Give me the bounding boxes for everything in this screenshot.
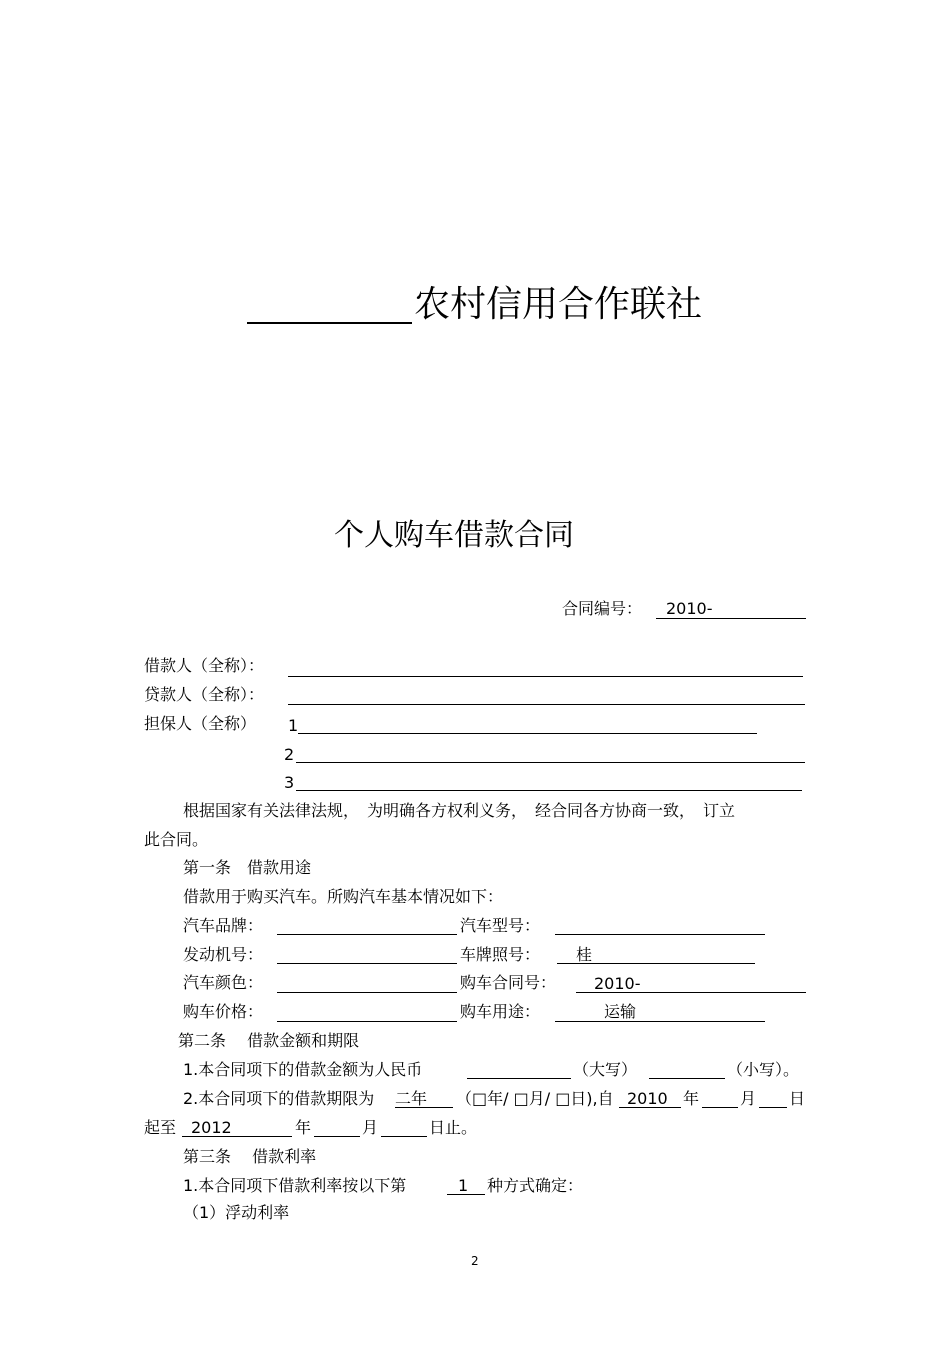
end-year-value: 2012 xyxy=(191,1118,232,1137)
amount-upper-label: （大写） xyxy=(573,1060,638,1079)
plate-no-label: 车牌照号： xyxy=(460,945,541,964)
start-day-unit: 日 xyxy=(789,1089,806,1108)
start-day-field[interactable] xyxy=(759,1107,787,1108)
floating-rate-label: （1）浮动利率 xyxy=(183,1203,290,1222)
term-prefix: 2.本合同项下的借款期限为 xyxy=(183,1089,375,1108)
term-units: （□年/ □月/ □日),自 xyxy=(456,1089,614,1108)
guarantor-1-field[interactable] xyxy=(298,733,757,734)
end-day-field[interactable] xyxy=(381,1136,427,1137)
end-suffix: 日止。 xyxy=(429,1118,478,1137)
amount-prefix: 1.本合同项下的借款金额为人民币 xyxy=(183,1060,423,1079)
guarantor-2-field[interactable] xyxy=(296,762,805,763)
lender-field[interactable] xyxy=(288,704,805,705)
lender-label: 贷款人（全称）： xyxy=(144,685,265,704)
car-price-label: 购车价格： xyxy=(183,1002,264,1021)
car-usage-value: 运输 xyxy=(604,1002,637,1021)
intro-line-1: 根据国家有关法律法规， 为明确各方权利义务， 经合同各方协商一致， 订立 xyxy=(183,801,736,820)
page-number: 2 xyxy=(471,1254,479,1268)
guarantor-1-num: 1 xyxy=(288,716,299,735)
start-month-unit: 月 xyxy=(740,1089,757,1108)
contract-no-label: 合同编号： xyxy=(562,599,643,618)
borrower-field[interactable] xyxy=(288,676,803,677)
end-year-unit: 年 xyxy=(295,1118,312,1137)
article-1-desc: 借款用于购买汽车。所购汽车基本情况如下： xyxy=(183,887,504,906)
car-brand-label: 汽车品牌： xyxy=(183,916,264,935)
guarantor-label: 担保人（全称） xyxy=(144,714,257,733)
guarantor-3-num: 3 xyxy=(284,773,295,792)
car-model-field[interactable] xyxy=(555,934,765,935)
amount-lower-field[interactable] xyxy=(649,1078,725,1079)
car-price-field[interactable] xyxy=(277,1021,457,1022)
guarantor-2-num: 2 xyxy=(284,745,295,764)
rate-suffix: 种方式确定： xyxy=(487,1176,584,1195)
term-value: 二年 xyxy=(395,1089,428,1108)
contract-no-value: 2010- xyxy=(666,599,713,618)
car-usage-label: 购车用途： xyxy=(460,1002,541,1021)
purchase-contract-label: 购车合同号： xyxy=(460,973,557,992)
org-suffix: 农村信用合作联社 xyxy=(414,284,703,325)
article-3-title: 第三条 借款利率 xyxy=(183,1147,317,1166)
engine-no-label: 发动机号： xyxy=(183,945,264,964)
car-color-field[interactable] xyxy=(277,992,457,993)
car-brand-field[interactable] xyxy=(277,934,457,935)
purchase-contract-value: 2010- xyxy=(594,974,641,993)
start-year-value: 2010 xyxy=(627,1089,668,1108)
start-month-field[interactable] xyxy=(702,1107,738,1108)
until-label: 起至 xyxy=(144,1118,177,1137)
article-1-title: 第一条 借款用途 xyxy=(183,858,312,877)
end-month-field[interactable] xyxy=(314,1136,360,1137)
article-2-title: 第二条 借款金额和期限 xyxy=(178,1031,360,1050)
guarantor-3-field[interactable] xyxy=(296,790,802,791)
contract-title: 个人购车借款合同 xyxy=(334,518,574,553)
amount-upper-field[interactable] xyxy=(467,1078,571,1079)
org-name-blank[interactable] xyxy=(247,322,412,324)
car-usage-field[interactable] xyxy=(555,1021,765,1022)
car-model-label: 汽车型号： xyxy=(460,916,541,935)
engine-no-field[interactable] xyxy=(277,963,457,964)
rate-prefix: 1.本合同项下借款利率按以下第 xyxy=(183,1176,407,1195)
amount-lower-label: （小写）。 xyxy=(727,1060,800,1079)
start-year-unit: 年 xyxy=(683,1089,700,1108)
rate-choice-value: 1 xyxy=(458,1176,469,1195)
end-month-unit: 月 xyxy=(362,1118,379,1137)
car-color-label: 汽车颜色： xyxy=(183,973,264,992)
plate-no-value: 桂 xyxy=(576,945,593,964)
intro-line-2: 此合同。 xyxy=(144,830,209,849)
borrower-label: 借款人（全称）： xyxy=(144,656,265,675)
